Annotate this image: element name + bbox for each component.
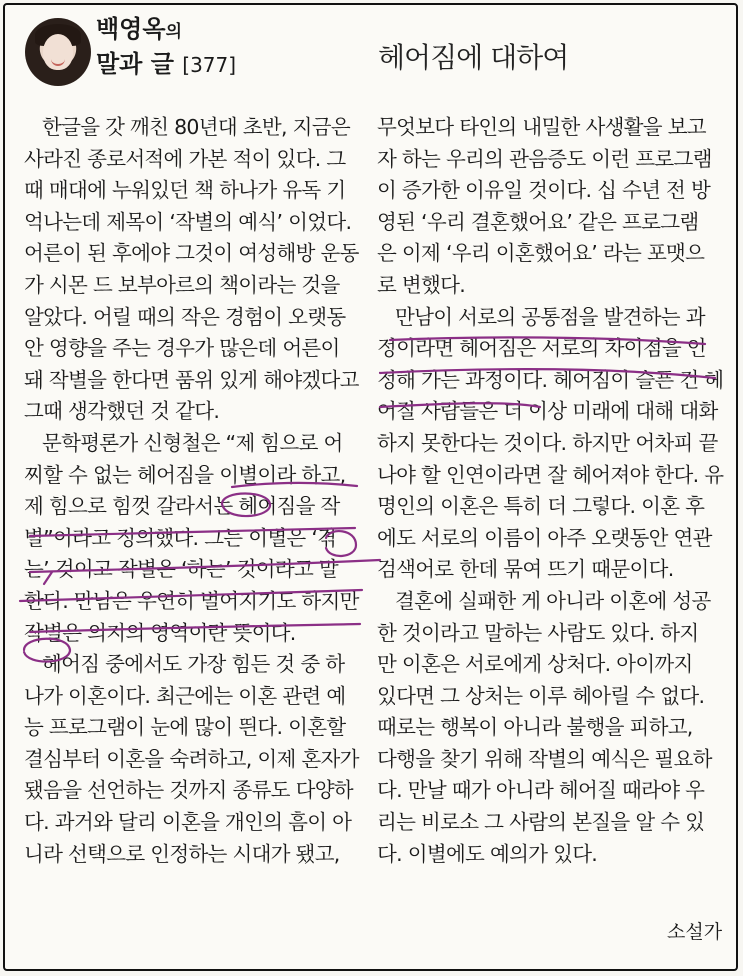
text-line: 헤어짐 중에서도 가장 힘든 것 중 하 (42, 652, 345, 677)
text-line: 작별은 의지의 영역이란 뜻이다. (24, 620, 296, 645)
text-line: 니라 선택으로 인정하는 시대가 됐고, (24, 841, 340, 866)
text-line: 나야 할 인연이라면 잘 헤어져야 한다. 유 (377, 462, 724, 487)
text-line: 결심부터 이혼을 숙려하고, 이제 혼자가 (24, 746, 359, 771)
text-line: 때로는 행복이 아니라 불행을 피하고, (377, 715, 693, 740)
text-line: 한다. 만남은 우연히 벌어지기도 하지만 (24, 588, 359, 613)
text-line: 다. 과거와 달리 이혼을 개인의 흠이 아 (24, 810, 352, 835)
text-line: 어른이 된 후에야 그것이 여성해방 운동 (24, 241, 359, 266)
text-line: 알았다. 어릴 때의 작은 경험이 오랫동 (24, 304, 346, 329)
text-line: 정이라면 헤어짐은 서로의 차이점을 인 (377, 336, 706, 361)
text-line: 한 것이라고 말하는 사람도 있다. 하지 (377, 620, 699, 645)
text-line: 에도 서로의 이름이 아주 오랫동안 연관 (377, 525, 712, 550)
text-line: 명인의 이혼은 특히 더 그렇다. 이혼 후 (377, 494, 705, 519)
text-line: 안 영향을 주는 경우가 많은데 어른이 (24, 336, 340, 361)
text-line: 돼 작별을 한다면 품위 있게 해야겠다고 (24, 367, 359, 392)
author-name: 백영옥 (96, 15, 166, 43)
text-line: 정해 가는 과정이다. 헤어짐이 슬픈 건 헤 (377, 367, 724, 392)
text-line: 하지 못한다는 것이다. 하지만 어차피 끝 (377, 430, 718, 455)
text-line: 는’ 것이고 작별은 ‘하는’ 것이라고 말 (24, 557, 338, 582)
text-line: 어질 사람들은 더 이상 미래에 대해 대화 (377, 399, 718, 424)
author-photo (25, 18, 91, 86)
text-line: 때 매대에 누워있던 책 하나가 유독 기 (24, 178, 346, 203)
text-line: 다. 이별에도 예의가 있다. (377, 841, 598, 866)
text-line: 결혼에 실패한 게 아니라 이혼에 성공 (395, 588, 711, 613)
text-line: 다. 만날 때가 아니라 헤어질 때라야 우 (377, 778, 705, 803)
text-line: 능 프로그램이 눈에 많이 띈다. 이혼할 (24, 715, 346, 740)
right-column (377, 112, 724, 870)
left-column (24, 112, 359, 870)
text-line: 그때 생각했던 것 같다. (24, 399, 220, 424)
text-line: 문학평론가 신형철은 “제 힘으로 어 (42, 430, 343, 455)
text-line: 억나는데 제목이 ‘작별의 예식’ 이었다. (24, 209, 352, 234)
series-number: [377] (182, 53, 237, 77)
series-name: 말과 글 (96, 50, 174, 78)
text-line: 자 하는 우리의 관음증도 이런 프로그램 (377, 146, 712, 171)
text-line: 사라진 종로서적에 가본 적이 있다. 그 (24, 146, 346, 171)
byline: 소설가 (667, 921, 723, 943)
text-line: 은 이제 ‘우리 이혼했어요’ 라는 포맷으 (377, 241, 705, 266)
text-line: 로 변했다. (377, 272, 466, 297)
text-line: 한글을 갓 깨친 80년대 초반, 지금은 (42, 115, 350, 139)
text-line: 나가 이혼이다. 최근에는 이혼 관련 예 (24, 683, 346, 708)
headline: 헤어짐에 대하여 (378, 41, 569, 74)
text-line: 별”이라고 정의했다. 그는 이별은 ‘겪 (24, 525, 337, 550)
text-line: 만남이 서로의 공통점을 발견하는 과 (395, 304, 705, 329)
column-header (96, 13, 236, 81)
text-line: 제 힘으로 힘껏 갈라서는 헤어짐을 작 (24, 494, 340, 519)
text-line: 검색어로 한데 묶여 뜨기 때문이다. (377, 557, 674, 582)
text-line: 찌할 수 없는 헤어짐을 이별이라 하고, (24, 462, 346, 487)
text-line: 있다면 그 상처는 이루 헤아릴 수 없다. (377, 683, 705, 708)
text-line: 가 시몬 드 보부아르의 책이라는 것을 (24, 272, 340, 297)
text-line: 리는 비로소 그 사람의 본질을 알 수 있 (377, 810, 705, 835)
text-line: 무엇보다 타인의 내밀한 사생활을 보고 (377, 115, 706, 139)
text-line: 만 이혼은 서로에게 상처다. 아이까지 (377, 652, 693, 677)
text-line: 됐음을 선언하는 것까지 종류도 다양하 (24, 778, 353, 803)
text-line: 다행을 찾기 위해 작별의 예식은 필요하 (377, 746, 712, 771)
text-line: 영된 ‘우리 결혼했어요’ 같은 프로그램 (377, 209, 699, 234)
text-line: 이 증가한 이유일 것이다. 십 수년 전 방 (377, 178, 711, 203)
author-suffix: 의 (165, 22, 182, 42)
